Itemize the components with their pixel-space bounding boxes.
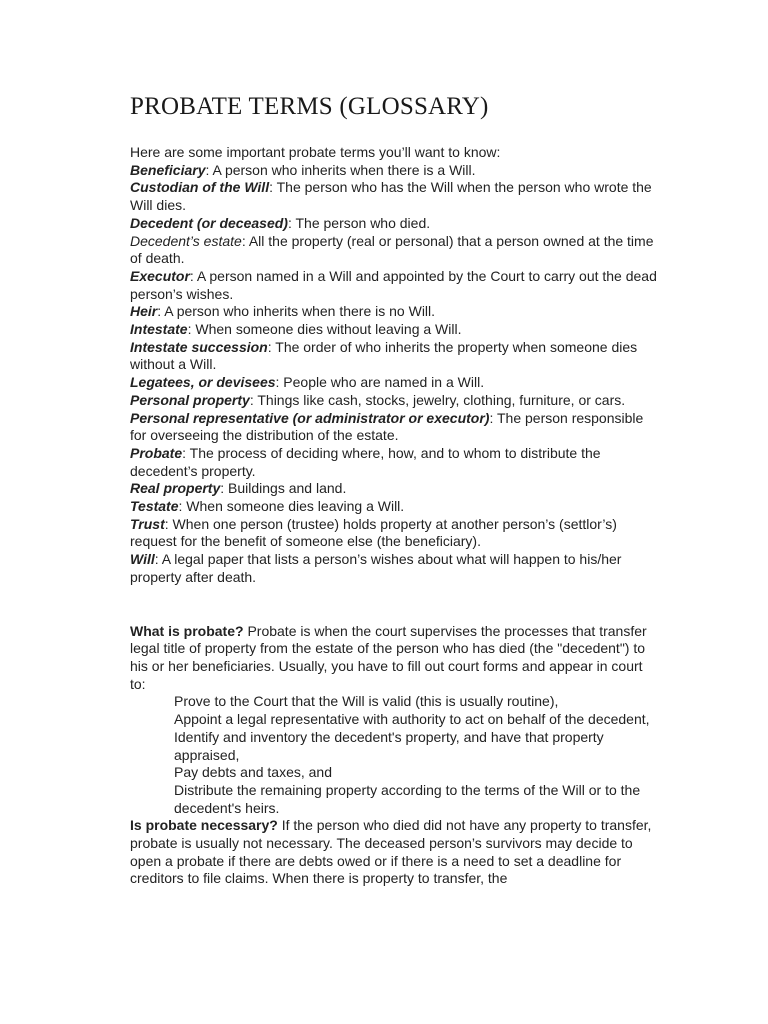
glossary-entry-decedent bbox=[130, 215, 660, 233]
what-is-probate-text: Probate is when the court supervises the processes that transfer legal title of property from the estate of the person who has died (the "decedent") to his or her beneficiaries. Usually, you have to fill out court forms and appear in court to: bbox=[130, 622, 647, 692]
glossary-term: Decedent’s estate bbox=[130, 232, 242, 249]
glossary-definition: : People who are named in a Will. bbox=[275, 374, 485, 391]
glossary-term: Trust bbox=[130, 515, 165, 532]
probate-steps-list bbox=[130, 693, 660, 817]
glossary-term: Heir bbox=[130, 303, 158, 320]
glossary-definition: : The person who has the Will when the person who wrote the Will dies. bbox=[130, 179, 652, 214]
glossary-list bbox=[130, 162, 660, 587]
is-probate-necessary-heading: Is probate necessary? bbox=[130, 817, 278, 834]
glossary-definition: : A legal paper that lists a person’s wishes about what will happen to his/her property after death. bbox=[130, 551, 622, 585]
glossary-entry-executor bbox=[130, 268, 660, 303]
glossary-entry-will bbox=[130, 551, 660, 586]
glossary-term: Custodian of the Will bbox=[130, 179, 270, 196]
glossary-entry-testate bbox=[130, 498, 660, 516]
probate-step: Pay debts and taxes, and bbox=[174, 764, 332, 781]
glossary-term: Intestate bbox=[130, 321, 188, 338]
glossary-definition: : Buildings and land. bbox=[220, 480, 347, 497]
glossary-entry-heir bbox=[130, 303, 660, 321]
glossary-term: Legatees, or devisees bbox=[130, 374, 276, 391]
glossary-definition: : Things like cash, stocks, jewelry, clothing, furniture, or cars. bbox=[249, 391, 626, 408]
glossary-definition: : The person responsible for overseeing the distribution of the estate. bbox=[130, 409, 644, 444]
glossary-definition: : A person named in a Will and appointed by the Court to carry out the dead person’s wishes. bbox=[130, 267, 657, 302]
probate-step: Prove to the Court that the Will is valid (this is usually routine), bbox=[174, 693, 559, 710]
what-is-probate-paragraph bbox=[130, 623, 660, 694]
glossary-term: Beneficiary bbox=[130, 161, 206, 178]
probate-step: Identify and inventory the decedent's property, and have that property appraised, bbox=[174, 728, 604, 763]
glossary-entry-custodian bbox=[130, 179, 660, 214]
glossary-entry-decedents-estate bbox=[130, 233, 660, 268]
glossary-definition: : When someone dies leaving a Will. bbox=[178, 498, 405, 515]
probate-step: Distribute the remaining property according to the terms of the Will or to the decedent's heirs. bbox=[174, 781, 641, 816]
glossary-entry-legatees bbox=[130, 374, 660, 392]
glossary-term: Executor bbox=[130, 267, 190, 284]
is-probate-necessary-text: If the person who died did not have any property to transfer, probate is usually not necessary. The deceased person’s survivors may decide to open a probate if there are debts owed or if there is a need to set a deadline for creditors to file claims. When there is property to transfer, the bbox=[130, 817, 652, 887]
glossary-term: Intestate succession bbox=[130, 338, 268, 355]
glossary-definition: : The person who died. bbox=[287, 214, 431, 231]
intro-text: Here are some important probate terms you’ll want to know: bbox=[130, 144, 501, 160]
glossary-term: Personal property bbox=[130, 391, 250, 408]
glossary-definition: : The process of deciding where, how, and to whom to distribute the decedent’s property. bbox=[130, 444, 601, 479]
glossary-entry-personal-representative bbox=[130, 410, 660, 445]
section-spacer bbox=[130, 587, 660, 623]
glossary-entry-intestate bbox=[130, 321, 660, 339]
glossary-term: Will bbox=[130, 551, 155, 568]
glossary-entry-real-property bbox=[130, 480, 660, 498]
glossary-term: Real property bbox=[130, 480, 221, 497]
glossary-term: Decedent (or deceased) bbox=[130, 214, 288, 231]
glossary-definition: : A person who inherits when there is no Will. bbox=[157, 303, 436, 320]
glossary-definition: : When someone dies without leaving a Will. bbox=[187, 321, 462, 338]
glossary-entry-intestate-succession bbox=[130, 339, 660, 374]
document-page bbox=[130, 92, 660, 888]
glossary-entry-personal-property bbox=[130, 392, 660, 410]
glossary-definition: : The order of who inherits the property when someone dies without a Will. bbox=[130, 338, 638, 373]
glossary-term: Probate bbox=[130, 444, 183, 461]
glossary-term: Testate bbox=[130, 498, 179, 515]
glossary-entry-trust bbox=[130, 516, 660, 551]
is-probate-necessary-paragraph bbox=[130, 817, 660, 888]
what-is-probate-heading: What is probate? bbox=[130, 622, 244, 639]
page-title: PROBATE TERMS (GLOSSARY) bbox=[130, 93, 489, 120]
glossary-definition: : A person who inherits when there is a Will. bbox=[205, 161, 476, 178]
glossary-entry-probate bbox=[130, 445, 660, 480]
glossary-definition: : When one person (trustee) holds property at another person’s (settlor’s) request for the benefit of someone else (the beneficiary). bbox=[130, 515, 617, 550]
probate-step: Appoint a legal representative with authority to act on behalf of the decedent, bbox=[174, 711, 650, 728]
glossary-definition: : All the property (real or personal) that a person owned at the time of death. bbox=[130, 232, 654, 267]
glossary-term: Personal representative (or administrator or executor) bbox=[130, 409, 490, 426]
glossary-entry-beneficiary bbox=[130, 162, 660, 180]
